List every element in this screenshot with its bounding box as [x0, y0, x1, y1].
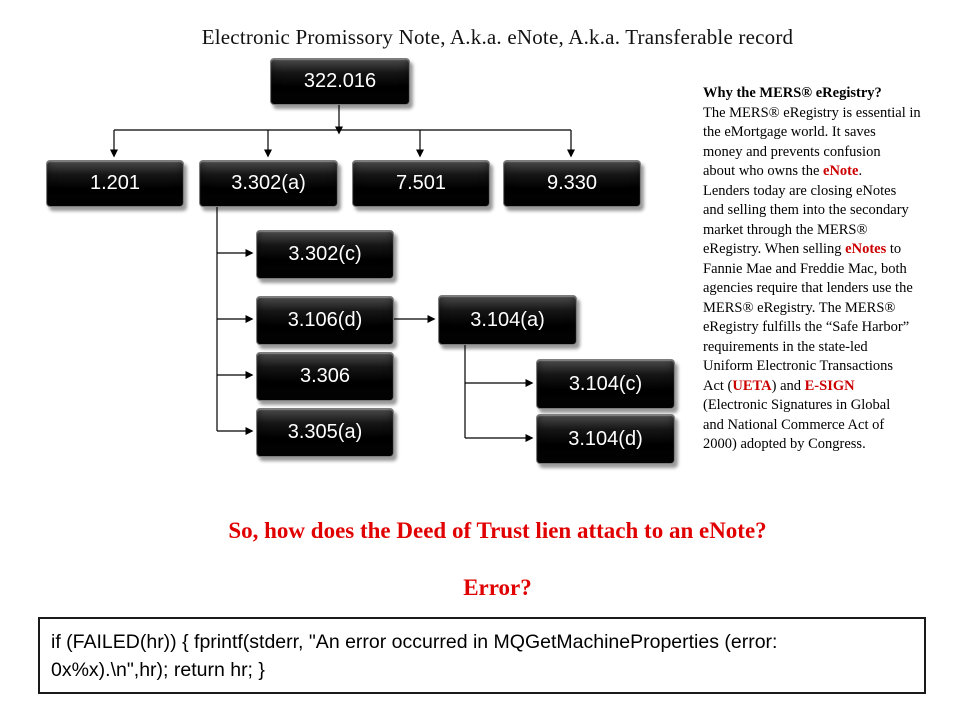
node-3-106d — [256, 296, 394, 345]
node-3-302a — [199, 160, 338, 207]
node-9-330 — [503, 160, 641, 207]
node-label: 3.305(a) — [287, 421, 363, 443]
node-label: 3.104(a) — [470, 308, 545, 331]
node-label: 3.106(d) — [287, 309, 363, 331]
question-deed-of-trust: So, how does the Deed of Trust lien attach to an eNote? — [228, 518, 767, 543]
node-1-201 — [46, 160, 184, 207]
sidebar-text-line: eRegistry fulfills the “Safe Harbor” — [703, 319, 910, 335]
node-label: 3.104(d) — [568, 427, 643, 450]
sidebar-text-line: Fannie Mae and Freddie Mac, both — [703, 260, 907, 277]
node-3-104a — [438, 295, 577, 345]
sidebar-text-line: Why the MERS® eRegistry? — [703, 85, 882, 101]
sidebar-text-line: agencies require that lenders use the — [703, 280, 913, 296]
node-322-016 — [270, 58, 410, 105]
node-label: 3.302(c) — [288, 243, 362, 265]
node-label: 1.201 — [89, 172, 141, 194]
node-label: 3.302(a) — [231, 172, 306, 194]
sidebar-text-line: The MERS® eRegistry is essential in — [703, 104, 921, 121]
mers-eregistry-paragraph — [703, 84, 953, 455]
sidebar-text-line: eRegistry. When selling eNotes to — [703, 241, 902, 257]
sidebar-text-line: 2000) adopted by Congress. — [703, 436, 866, 452]
sidebar-text-line: Act (UETA) and E-SIGN — [703, 377, 855, 394]
node-3-302c — [256, 230, 394, 279]
node-label: 7.501 — [395, 172, 447, 194]
node-3-104d — [536, 414, 675, 464]
sidebar-text-line: requirements in the state-led — [703, 338, 868, 355]
sidebar-text-line: about who owns the eNote. — [703, 163, 863, 179]
sidebar-text-line: and National Commerce Act of — [703, 416, 885, 433]
node-3-306 — [256, 352, 394, 401]
sidebar-text-line: the eMortgage world. It saves — [703, 124, 876, 140]
slide-title: Electronic Promissory Note, A.k.a. eNote, A.k.a. Transferable record — [201, 25, 794, 49]
code-snippet-box — [38, 617, 926, 694]
node-3-305a — [256, 408, 394, 457]
node-label: 3.104(c) — [568, 372, 643, 395]
sidebar-text-line: Uniform Electronic Transactions — [703, 358, 894, 374]
code-line-2: 0x%x).\n",hr); return hr; } — [51, 659, 265, 681]
node-label: 9.330 — [546, 172, 598, 194]
node-3-104c — [536, 359, 675, 409]
node-label: 322.016 — [303, 70, 377, 92]
sidebar-text-line: MERS® eRegistry. The MERS® — [703, 299, 896, 316]
node-label: 3.306 — [299, 365, 351, 387]
sidebar-text-line: market through the MERS® — [703, 221, 868, 238]
sidebar-text-line: money and prevents confusion — [703, 143, 881, 160]
node-7-501 — [352, 160, 490, 207]
sidebar-text-line: and selling them into the secondary — [703, 202, 909, 218]
code-line-1: if (FAILED(hr)) { fprintf(stderr, "An error occurred in MQGetMachineProperties (error: — [51, 631, 778, 653]
sidebar-text-line: Lenders today are closing eNotes — [703, 182, 897, 199]
sidebar-text-line: (Electronic Signatures in Global — [703, 397, 891, 413]
question-error: Error? — [463, 575, 532, 600]
